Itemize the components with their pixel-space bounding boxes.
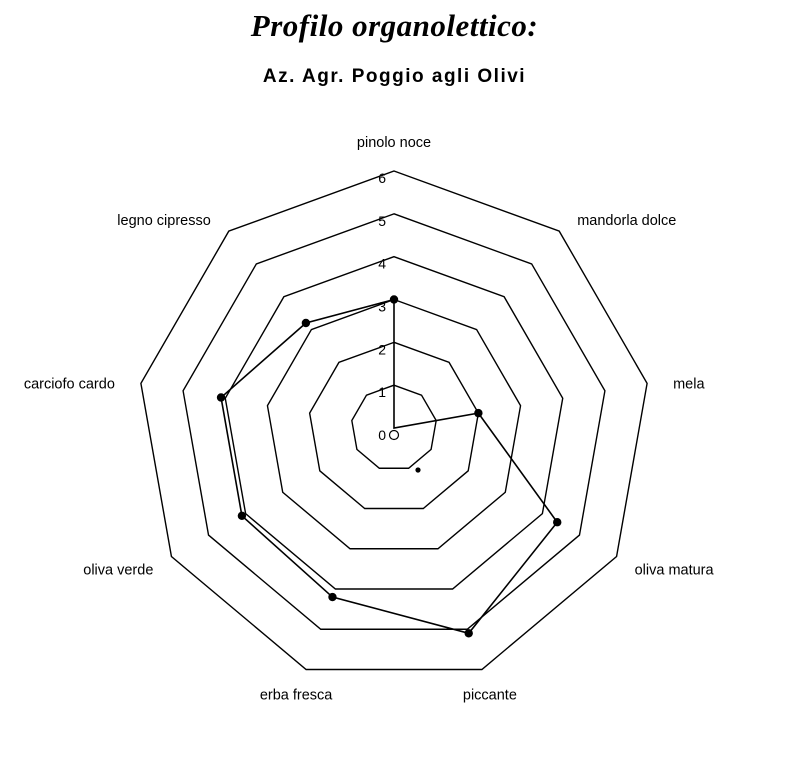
axis-label-4: piccante — [462, 687, 517, 704]
data-point-2 — [474, 409, 482, 417]
axis-label-2: mela — [673, 376, 705, 393]
tick-label-6: 6 — [378, 170, 386, 186]
tick-label-3: 3 — [378, 298, 386, 315]
axis-label-5: erba fresca — [259, 687, 333, 704]
data-point-6 — [238, 512, 246, 520]
stray-marker — [415, 467, 420, 472]
tick-label-0: 0 — [378, 427, 386, 443]
axis-label-1: mandorla dolce — [577, 213, 677, 230]
radar-axis-labels — [24, 135, 715, 704]
data-point-0 — [390, 295, 398, 303]
data-point-5 — [328, 593, 336, 601]
page-subtitle: Az. Agr. Poggio agli Olivi — [262, 66, 527, 87]
tick-label-2: 2 — [378, 341, 386, 358]
series-polygon — [221, 300, 557, 634]
tick-label-5: 5 — [378, 212, 386, 229]
center-marker — [390, 431, 399, 440]
axis-label-7: carciofo cardo — [23, 376, 115, 393]
axis-label-6: oliva verde — [83, 562, 154, 579]
data-point-8 — [302, 319, 310, 327]
tick-label-1: 1 — [378, 384, 386, 401]
tick-label-4: 4 — [378, 255, 386, 272]
axis-label-3: oliva matura — [634, 562, 714, 579]
axis-label-8: legno cipresso — [117, 213, 211, 230]
data-point-4 — [465, 629, 473, 637]
page-title: Profilo organolettico: — [250, 8, 539, 43]
data-point-3 — [553, 518, 561, 526]
axis-label-0: pinolo noce — [356, 135, 432, 151]
data-point-7 — [217, 393, 225, 401]
radar-tick-labels — [378, 170, 386, 443]
